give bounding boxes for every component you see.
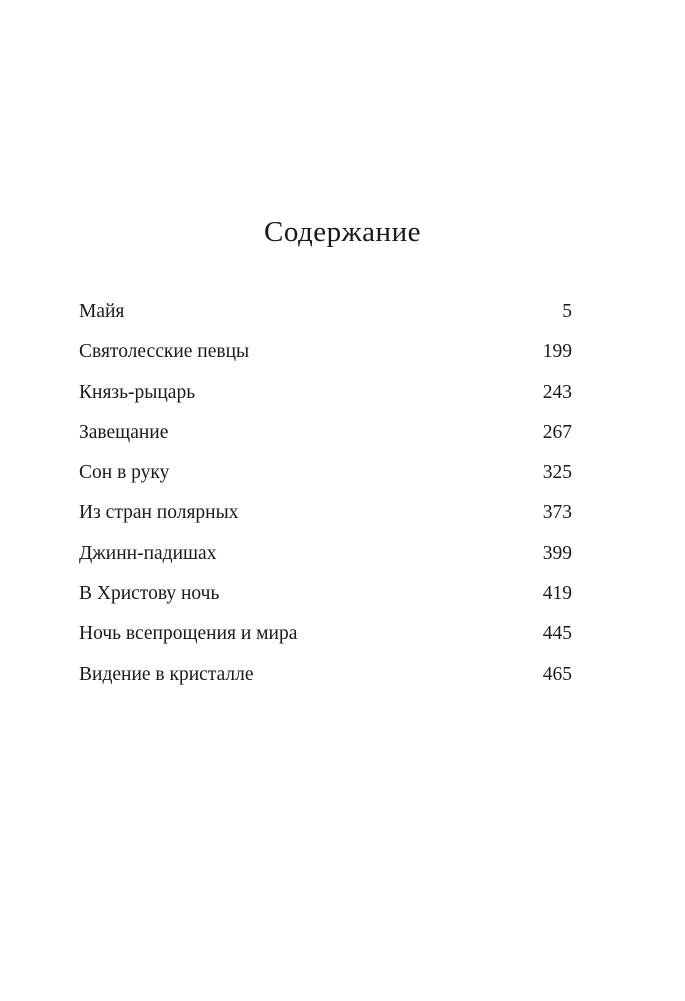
toc-entry-title: Майя xyxy=(79,301,125,322)
toc-entry-title: Видение в кристалле xyxy=(79,663,254,685)
toc-entry-title: Завещание xyxy=(79,421,169,443)
toc-entry[interactable] xyxy=(79,574,572,614)
toc-entry[interactable] xyxy=(79,655,572,695)
toc-entry-title: Сон в руку xyxy=(79,462,170,484)
toc-entry-page: 465 xyxy=(542,663,572,685)
toc-entry-page: 325 xyxy=(542,462,572,484)
table-of-contents xyxy=(79,292,572,695)
toc-entry-title: Князь-рыцарь xyxy=(79,381,196,403)
toc-entry-page: 445 xyxy=(542,623,572,645)
toc-entry-title: Святолесские певцы xyxy=(79,341,250,363)
toc-entry[interactable] xyxy=(79,373,572,413)
toc-entry[interactable] xyxy=(79,614,572,654)
toc-entry[interactable] xyxy=(79,332,572,372)
toc-entry-title: Ночь всепрощения и мира xyxy=(79,623,298,645)
toc-entry-title: Джинн-падишах xyxy=(79,542,217,564)
toc-entry-page: 267 xyxy=(542,421,572,443)
toc-entry-page: 199 xyxy=(542,341,572,363)
toc-entry-page: 5 xyxy=(562,301,572,322)
page-title: Содержание xyxy=(264,216,421,248)
toc-entry[interactable] xyxy=(79,292,572,332)
toc-entry-title: Из стран полярных xyxy=(79,502,239,524)
toc-entry-page: 419 xyxy=(542,583,572,605)
toc-entry-page: 373 xyxy=(542,502,572,524)
toc-entry[interactable] xyxy=(79,453,572,493)
toc-entry-page: 243 xyxy=(542,381,572,403)
toc-entry-page: 399 xyxy=(542,542,572,564)
toc-entry-title: В Христову ночь xyxy=(79,583,220,605)
toc-entry[interactable] xyxy=(79,413,572,453)
toc-entry[interactable] xyxy=(79,493,572,533)
toc-entry[interactable] xyxy=(79,534,572,574)
